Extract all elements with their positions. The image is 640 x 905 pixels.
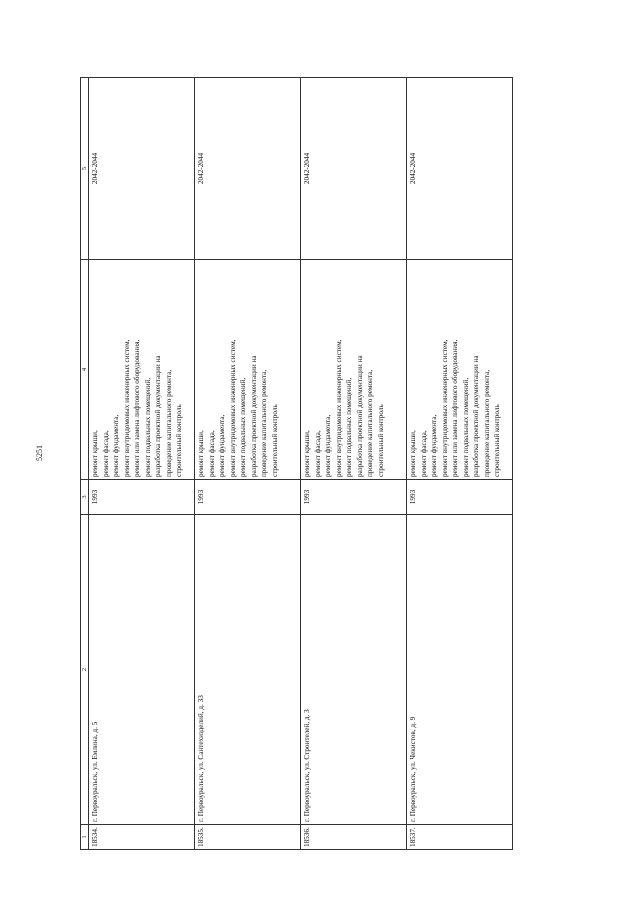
- table-container: [80, 78, 552, 850]
- table-row: [89, 78, 195, 850]
- works-cell: [89, 260, 195, 480]
- work-item: ремонт крыши,: [197, 430, 205, 477]
- work-item: разработка проектной документации на: [472, 355, 480, 477]
- row-number: 18535.: [195, 825, 301, 850]
- work-item: ремонт внутридомовых инженерных систем,: [334, 339, 343, 477]
- work-item: проведение капитального ремонта,: [366, 369, 374, 477]
- work-item: ремонт фундамента,: [112, 414, 120, 477]
- page-number: 5251: [35, 445, 44, 461]
- work-item: ремонт фундамента,: [430, 414, 438, 477]
- row-number: 18536.: [301, 825, 407, 850]
- header-row: [81, 78, 89, 850]
- year-cell: 1993: [301, 480, 407, 515]
- row-number: 18534.: [89, 825, 195, 850]
- work-item: строительный контроль: [376, 404, 385, 477]
- works-list: [302, 262, 386, 477]
- work-item: ремонт подвальных помещений,: [345, 377, 353, 477]
- work-item: проведение капитального ремонта,: [164, 369, 173, 477]
- works-cell: [195, 260, 301, 480]
- table-row: [301, 78, 407, 850]
- repair-schedule-table: [80, 77, 513, 850]
- work-item: разработка проектной документации на: [249, 355, 258, 477]
- address-cell: г. Первоуральск, ул. Строителей, д. 3: [301, 515, 407, 825]
- address-cell: г. Первоуральск, ул. Сантехизделий, д. 33: [195, 515, 301, 825]
- work-item: ремонт крыши,: [91, 430, 99, 477]
- work-item: ремонт фундамента,: [324, 414, 332, 477]
- work-item: ремонт фундамента,: [218, 414, 226, 477]
- works-list: [196, 262, 280, 477]
- work-item: ремонт подвальных помещений,: [461, 377, 470, 477]
- header-cell: 5: [81, 78, 89, 260]
- work-item: ремонт крыши,: [303, 430, 311, 477]
- period-cell: 2042-2044: [195, 78, 301, 260]
- work-item: разработка проектной документации на: [355, 355, 364, 477]
- year-cell: 1993: [407, 480, 513, 515]
- work-item: ремонт внутридомовых инженерных систем,: [440, 339, 449, 477]
- work-item: ремонт внутридомовых инженерных систем,: [228, 339, 237, 477]
- work-item: строительный контроль: [175, 404, 183, 477]
- header-cell: 3: [81, 480, 89, 515]
- period-cell: 2042-2044: [89, 78, 195, 260]
- work-item: ремонт фасада,: [207, 430, 216, 477]
- work-item: ремонт или замена лифтового оборудования,: [133, 339, 141, 477]
- header-cell: 4: [81, 260, 89, 480]
- work-item: строительный контроль: [270, 404, 279, 477]
- rotated-table-area: [80, 78, 552, 850]
- row-number: 18537.: [407, 825, 513, 850]
- works-cell: [407, 260, 513, 480]
- work-item: проведение капитального ремонта,: [482, 369, 491, 477]
- work-item: ремонт фасада,: [101, 430, 110, 477]
- work-item: ремонт фасада,: [419, 430, 428, 477]
- year-cell: 1993: [89, 480, 195, 515]
- work-item: ремонт подвальных помещений,: [143, 377, 152, 477]
- work-item: ремонт внутридомовых инженерных систем,: [122, 339, 131, 477]
- works-cell: [301, 260, 407, 480]
- period-cell: 2042-2044: [407, 78, 513, 260]
- work-item: ремонт подвальных помещений,: [239, 377, 247, 477]
- table-row: [407, 78, 513, 850]
- period-cell: 2042-2044: [301, 78, 407, 260]
- work-item: разработка проектной документации на: [154, 355, 162, 477]
- header-cell: 1: [81, 825, 89, 850]
- address-cell: г. Первоуральск, ул. Чекистов, д. 9: [407, 515, 513, 825]
- work-item: ремонт крыши,: [409, 430, 417, 477]
- work-item: строительный контроль: [493, 404, 501, 477]
- table-row: [195, 78, 301, 850]
- works-list: [90, 262, 185, 477]
- works-list: [408, 262, 503, 477]
- work-item: проведение капитального ремонта,: [260, 369, 268, 477]
- work-item: ремонт или замена лифтового оборудования,: [451, 339, 459, 477]
- address-cell: г. Первоуральск, ул. Емлина, д. 5: [89, 515, 195, 825]
- header-cell: 2: [81, 515, 89, 825]
- year-cell: 1993: [195, 480, 301, 515]
- work-item: ремонт фасада,: [313, 430, 322, 477]
